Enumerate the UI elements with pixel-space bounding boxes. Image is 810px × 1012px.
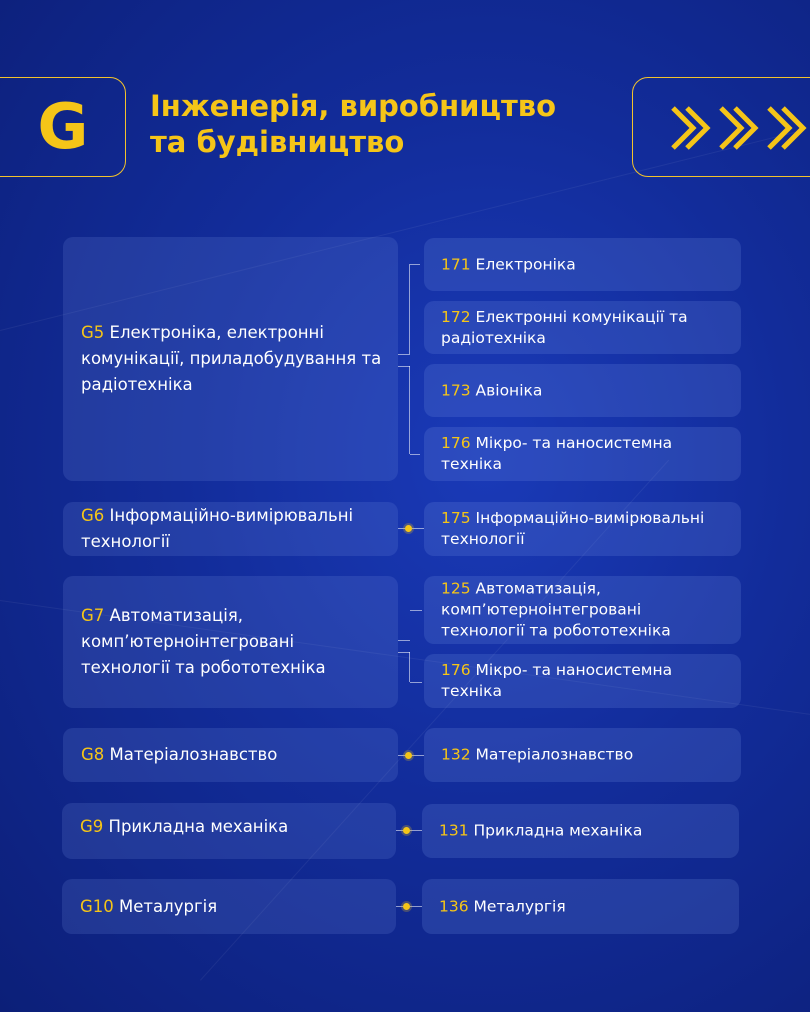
specialty-label — [441, 254, 727, 275]
specialty-card-172 — [424, 301, 741, 354]
specialty-card-175 — [424, 502, 741, 556]
specialty-code: 176 — [441, 434, 471, 452]
group-label — [80, 814, 382, 840]
specialty-code: 132 — [441, 745, 471, 764]
connector-dot — [405, 752, 412, 759]
category-letter: G — [37, 90, 89, 163]
group-card-g6 — [63, 502, 398, 556]
specialty-card-176 — [424, 427, 741, 481]
specialty-name: Прикладна механіка — [473, 821, 643, 840]
specialty-label — [441, 307, 727, 349]
connector — [410, 682, 422, 683]
specialty-label — [441, 745, 727, 766]
specialty-code: 136 — [439, 897, 469, 915]
connector-dot — [403, 827, 410, 834]
specialty-code: 131 — [439, 821, 469, 840]
group-name: Електроніка, електронні комунікації, приладобудування та радіотехніка — [81, 323, 382, 394]
group-code: G8 — [81, 745, 105, 764]
specialty-name: Мікро- та наносистемна техніка — [441, 434, 673, 473]
specialty-card-173 — [424, 364, 741, 417]
connector — [398, 652, 410, 653]
specialty-code: 175 — [441, 509, 471, 527]
connector — [398, 640, 410, 641]
group-name: Металургія — [119, 896, 218, 916]
specialty-code: 172 — [441, 307, 471, 326]
connector — [410, 454, 420, 455]
page-title — [150, 88, 620, 160]
specialty-label — [441, 660, 727, 702]
specialty-label — [441, 508, 727, 550]
specialty-name: Металургія — [473, 897, 566, 915]
group-label — [81, 503, 384, 555]
specialty-name: Електроніка — [475, 255, 576, 273]
specialty-code: 171 — [441, 255, 471, 273]
specialty-name: Інформаційно-вимірювальні технології — [441, 509, 705, 548]
specialty-label — [441, 433, 727, 475]
group-name: Інформаційно-вимірювальні технології — [81, 506, 354, 551]
group-label — [80, 894, 382, 920]
group-name: Автоматизація, комп’ютерноінтегровані технології та робототехніка — [81, 606, 326, 677]
connector-dot — [405, 525, 412, 532]
specialty-card-132 — [424, 728, 741, 782]
connector — [410, 264, 420, 265]
connector-bracket — [398, 652, 410, 682]
arrows-badge — [632, 77, 810, 177]
group-card-g5 — [63, 237, 398, 481]
connector-bracket — [398, 264, 410, 354]
category-letter-badge — [0, 77, 126, 177]
group-card-g10 — [62, 879, 396, 934]
group-code: G9 — [80, 817, 104, 836]
group-label — [81, 320, 384, 398]
connector — [398, 354, 410, 355]
group-name: Прикладна механіка — [108, 817, 289, 836]
specialty-name: Авіоніка — [475, 381, 543, 399]
specialty-name: Матеріалознавство — [475, 745, 634, 764]
title-line-2: та будівництво — [150, 125, 405, 159]
connector-bracket — [398, 366, 410, 454]
specialty-name: Електронні комунікації та радіотехніка — [441, 307, 688, 347]
specialty-code: 125 — [441, 579, 471, 598]
specialty-card-136 — [422, 879, 739, 934]
group-name: Матеріалознавство — [109, 745, 278, 764]
group-code: G6 — [81, 506, 105, 525]
group-card-g8 — [63, 728, 398, 782]
specialty-label — [439, 896, 725, 917]
specialty-name: Автоматизація, комп’ютерноінтегровані технології та робототехніка — [441, 579, 671, 640]
connector-dot — [403, 903, 410, 910]
group-card-g7 — [63, 576, 398, 708]
specialty-code: 176 — [441, 661, 471, 679]
specialty-card-176 — [424, 654, 741, 708]
specialty-label — [439, 821, 725, 842]
specialty-card-125 — [424, 576, 741, 644]
group-code: G10 — [80, 896, 114, 916]
group-code: G5 — [81, 323, 105, 342]
specialty-card-131 — [422, 804, 739, 858]
specialty-code: 173 — [441, 381, 471, 399]
title-line-1: Інженерія, виробництво — [150, 89, 557, 123]
specialty-label — [441, 380, 727, 401]
specialty-name: Мікро- та наносистемна техніка — [441, 661, 673, 700]
group-code: G7 — [81, 606, 105, 625]
group-label — [81, 742, 384, 768]
connector — [398, 366, 410, 367]
connector — [410, 610, 422, 611]
group-label — [81, 603, 384, 681]
specialty-label — [441, 579, 727, 642]
group-card-g9 — [62, 803, 396, 859]
chevron-right-icon — [667, 102, 807, 154]
specialty-card-171 — [424, 238, 741, 291]
